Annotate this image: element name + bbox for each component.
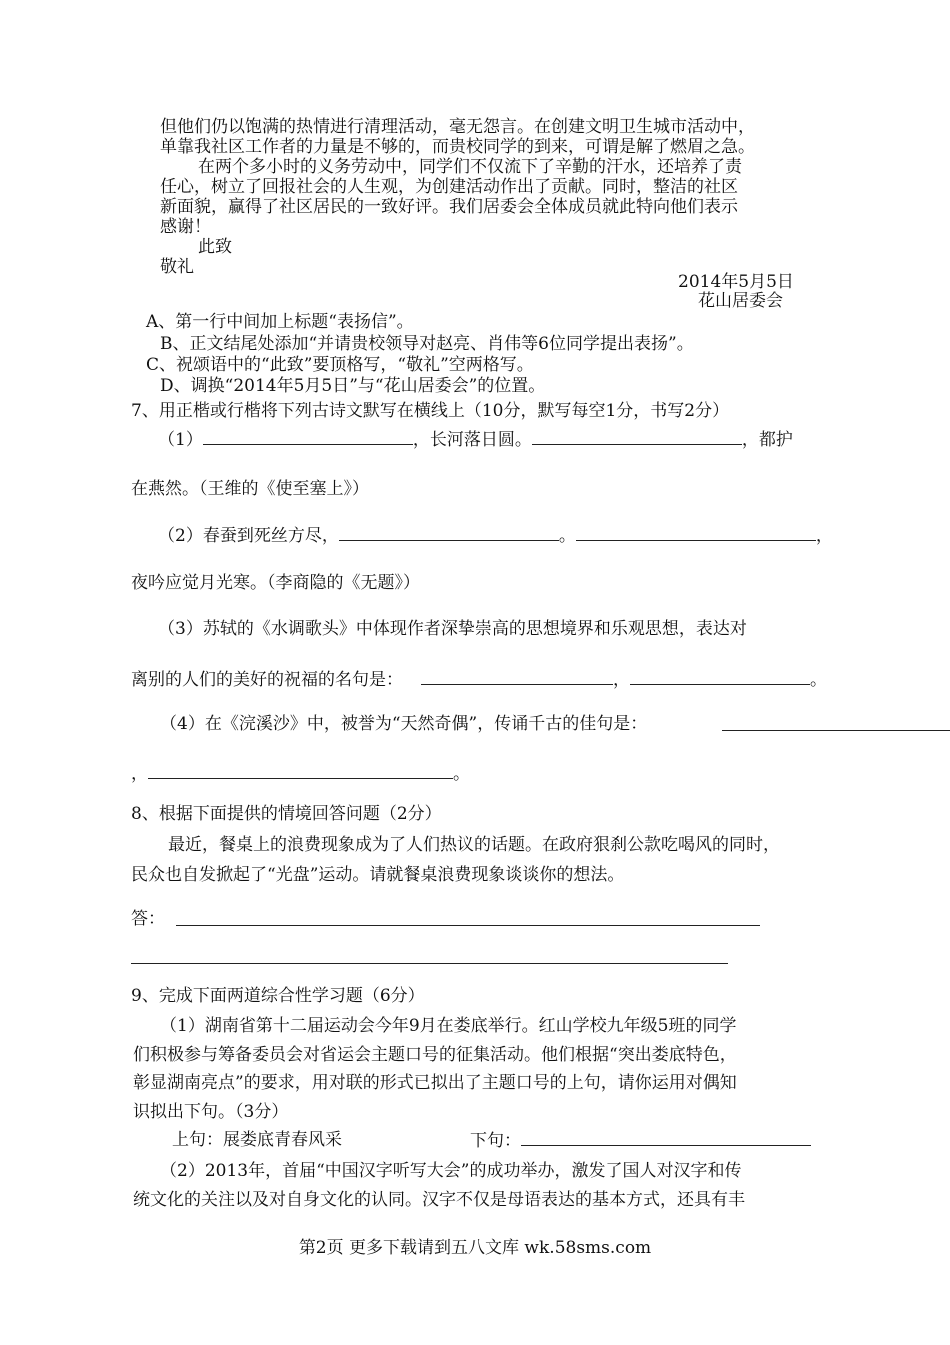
q7-item-4: （4）在《浣溪沙》中，被誉为“天然奇偶”，传诵千古的佳句是： <box>160 714 648 734</box>
answer-blank[interactable] <box>722 730 950 731</box>
q7-item-2 <box>158 524 833 547</box>
letter-line: 但他们仍以饱满的热情进行清理活动，毫无怨言。在创建文明卫生城市活动中， <box>160 117 755 137</box>
answer-line[interactable] <box>176 925 760 926</box>
q7-item-3: （3）苏轼的《水调歌头》中体现作者深挚崇高的思想境界和乐观思想，表达对 <box>158 619 747 639</box>
q7-item-1-cont: 在燕然。（王维的《使至塞上》） <box>131 479 369 499</box>
q7-item-4-cont <box>131 762 470 785</box>
q7-p3-mid: ， <box>613 670 630 690</box>
q7-p1-suffix: ，都护 <box>741 430 793 450</box>
q9-lower-line <box>470 1129 811 1152</box>
option-d: D、调换“2014年5月5日”与“花山居委会”的位置。 <box>160 376 546 396</box>
q7-p3-prefix: 离别的人们的美好的祝福的名句是： <box>131 670 403 690</box>
letter-signature: 花山居委会 <box>698 291 783 311</box>
answer-blank[interactable] <box>203 428 413 445</box>
option-b: B、正文结尾处添加“并请贵校领导对赵亮、肖伟等6位同学提出表扬”。 <box>160 334 694 354</box>
q9-lower-label: 下句： <box>470 1131 521 1151</box>
q9-text: 们积极参与筹备委员会对省运会主题口号的征集活动。他们根据“突出娄底特色， <box>133 1045 737 1065</box>
answer-blank[interactable] <box>339 524 559 541</box>
q8-answer-label: 答： <box>131 909 165 929</box>
letter-line: 感谢！ <box>160 217 211 237</box>
q9-upper-line: 上句：展娄底青春风采 <box>172 1130 342 1150</box>
letter-line: 单靠我社区工作者的力量是不够的，而贵校同学的到来，可谓是解了燃眉之急。 <box>160 137 755 157</box>
q7-p1-prefix: （1） <box>158 430 203 450</box>
q7-title: 7、用正楷或行楷将下列古诗文默写在横线上（10分，默写每空1分，书写2分） <box>131 401 730 421</box>
letter-closing: 敬礼 <box>160 257 194 277</box>
answer-blank[interactable] <box>421 668 613 685</box>
q8-text: 民众也自发掀起了“光盘”运动。请就餐桌浪费现象谈谈你的想法。 <box>131 865 625 885</box>
letter-line: 任心，树立了回报社会的人生观，为创建活动作出了贡献。同时，整洁的社区 <box>160 177 738 197</box>
answer-blank[interactable] <box>532 428 742 445</box>
q9-text: （2）2013年，首届“中国汉字听写大会”的成功举办，激发了国人对汉字和传 <box>160 1161 742 1181</box>
answer-line[interactable] <box>131 963 728 964</box>
q7-item-3-cont <box>131 668 827 691</box>
q9-text: （1）湖南省第十二届运动会今年9月在娄底举行。红山学校九年级5班的同学 <box>160 1016 737 1036</box>
q7-p2-prefix: （2）春蚕到死丝方尽， <box>158 526 339 546</box>
answer-blank[interactable] <box>521 1129 811 1146</box>
answer-blank[interactable] <box>630 668 810 685</box>
q7-p4-mid: ， <box>131 764 148 784</box>
letter-date: 2014年5月5日 <box>678 272 794 292</box>
option-a: A、第一行中间加上标题“表扬信”。 <box>146 312 414 332</box>
q7-item-1 <box>158 428 793 451</box>
answer-blank[interactable] <box>576 524 816 541</box>
q7-p3-suffix: 。 <box>810 670 827 690</box>
page-footer: 第2页 更多下载请到五八文库 wk.58sms.com <box>298 1238 652 1258</box>
q9-text: 识拟出下句。（3分） <box>133 1102 289 1122</box>
option-c: C、祝颂语中的“此致”要顶格写，“敬礼”空两格写。 <box>146 355 534 375</box>
letter-line: 在两个多小时的义务劳动中，同学们不仅流下了辛勤的汗水，还培养了责 <box>198 157 742 177</box>
q7-p1-mid: ，长河落日圆。 <box>412 430 532 450</box>
q7-p2-suffix: ， <box>815 526 833 546</box>
answer-blank[interactable] <box>148 762 453 779</box>
q7-p2-mid: 。 <box>558 526 576 546</box>
q8-title: 8、根据下面提供的情境回答问题（2分） <box>131 804 442 824</box>
q9-text: 彰显湖南亮点”的要求，用对联的形式已拟出了主题口号的上句，请你运用对偶知 <box>133 1073 737 1093</box>
q7-p4-suffix: 。 <box>453 764 470 784</box>
q7-item-2-cont: 夜吟应觉月光寒。（李商隐的《无题》） <box>131 573 420 593</box>
letter-line: 新面貌，赢得了社区居民的一致好评。我们居委会全体成员就此特向他们表示 <box>160 197 738 217</box>
letter-closing: 此致 <box>198 237 232 257</box>
q8-text: 最近，餐桌上的浪费现象成为了人们热议的话题。在政府狠刹公款吃喝风的同时， <box>168 835 780 855</box>
q9-text: 统文化的关注以及对自身文化的认同。汉字不仅是母语表达的基本方式，还具有丰 <box>133 1190 745 1210</box>
q9-title: 9、完成下面两道综合性学习题（6分） <box>131 986 425 1006</box>
